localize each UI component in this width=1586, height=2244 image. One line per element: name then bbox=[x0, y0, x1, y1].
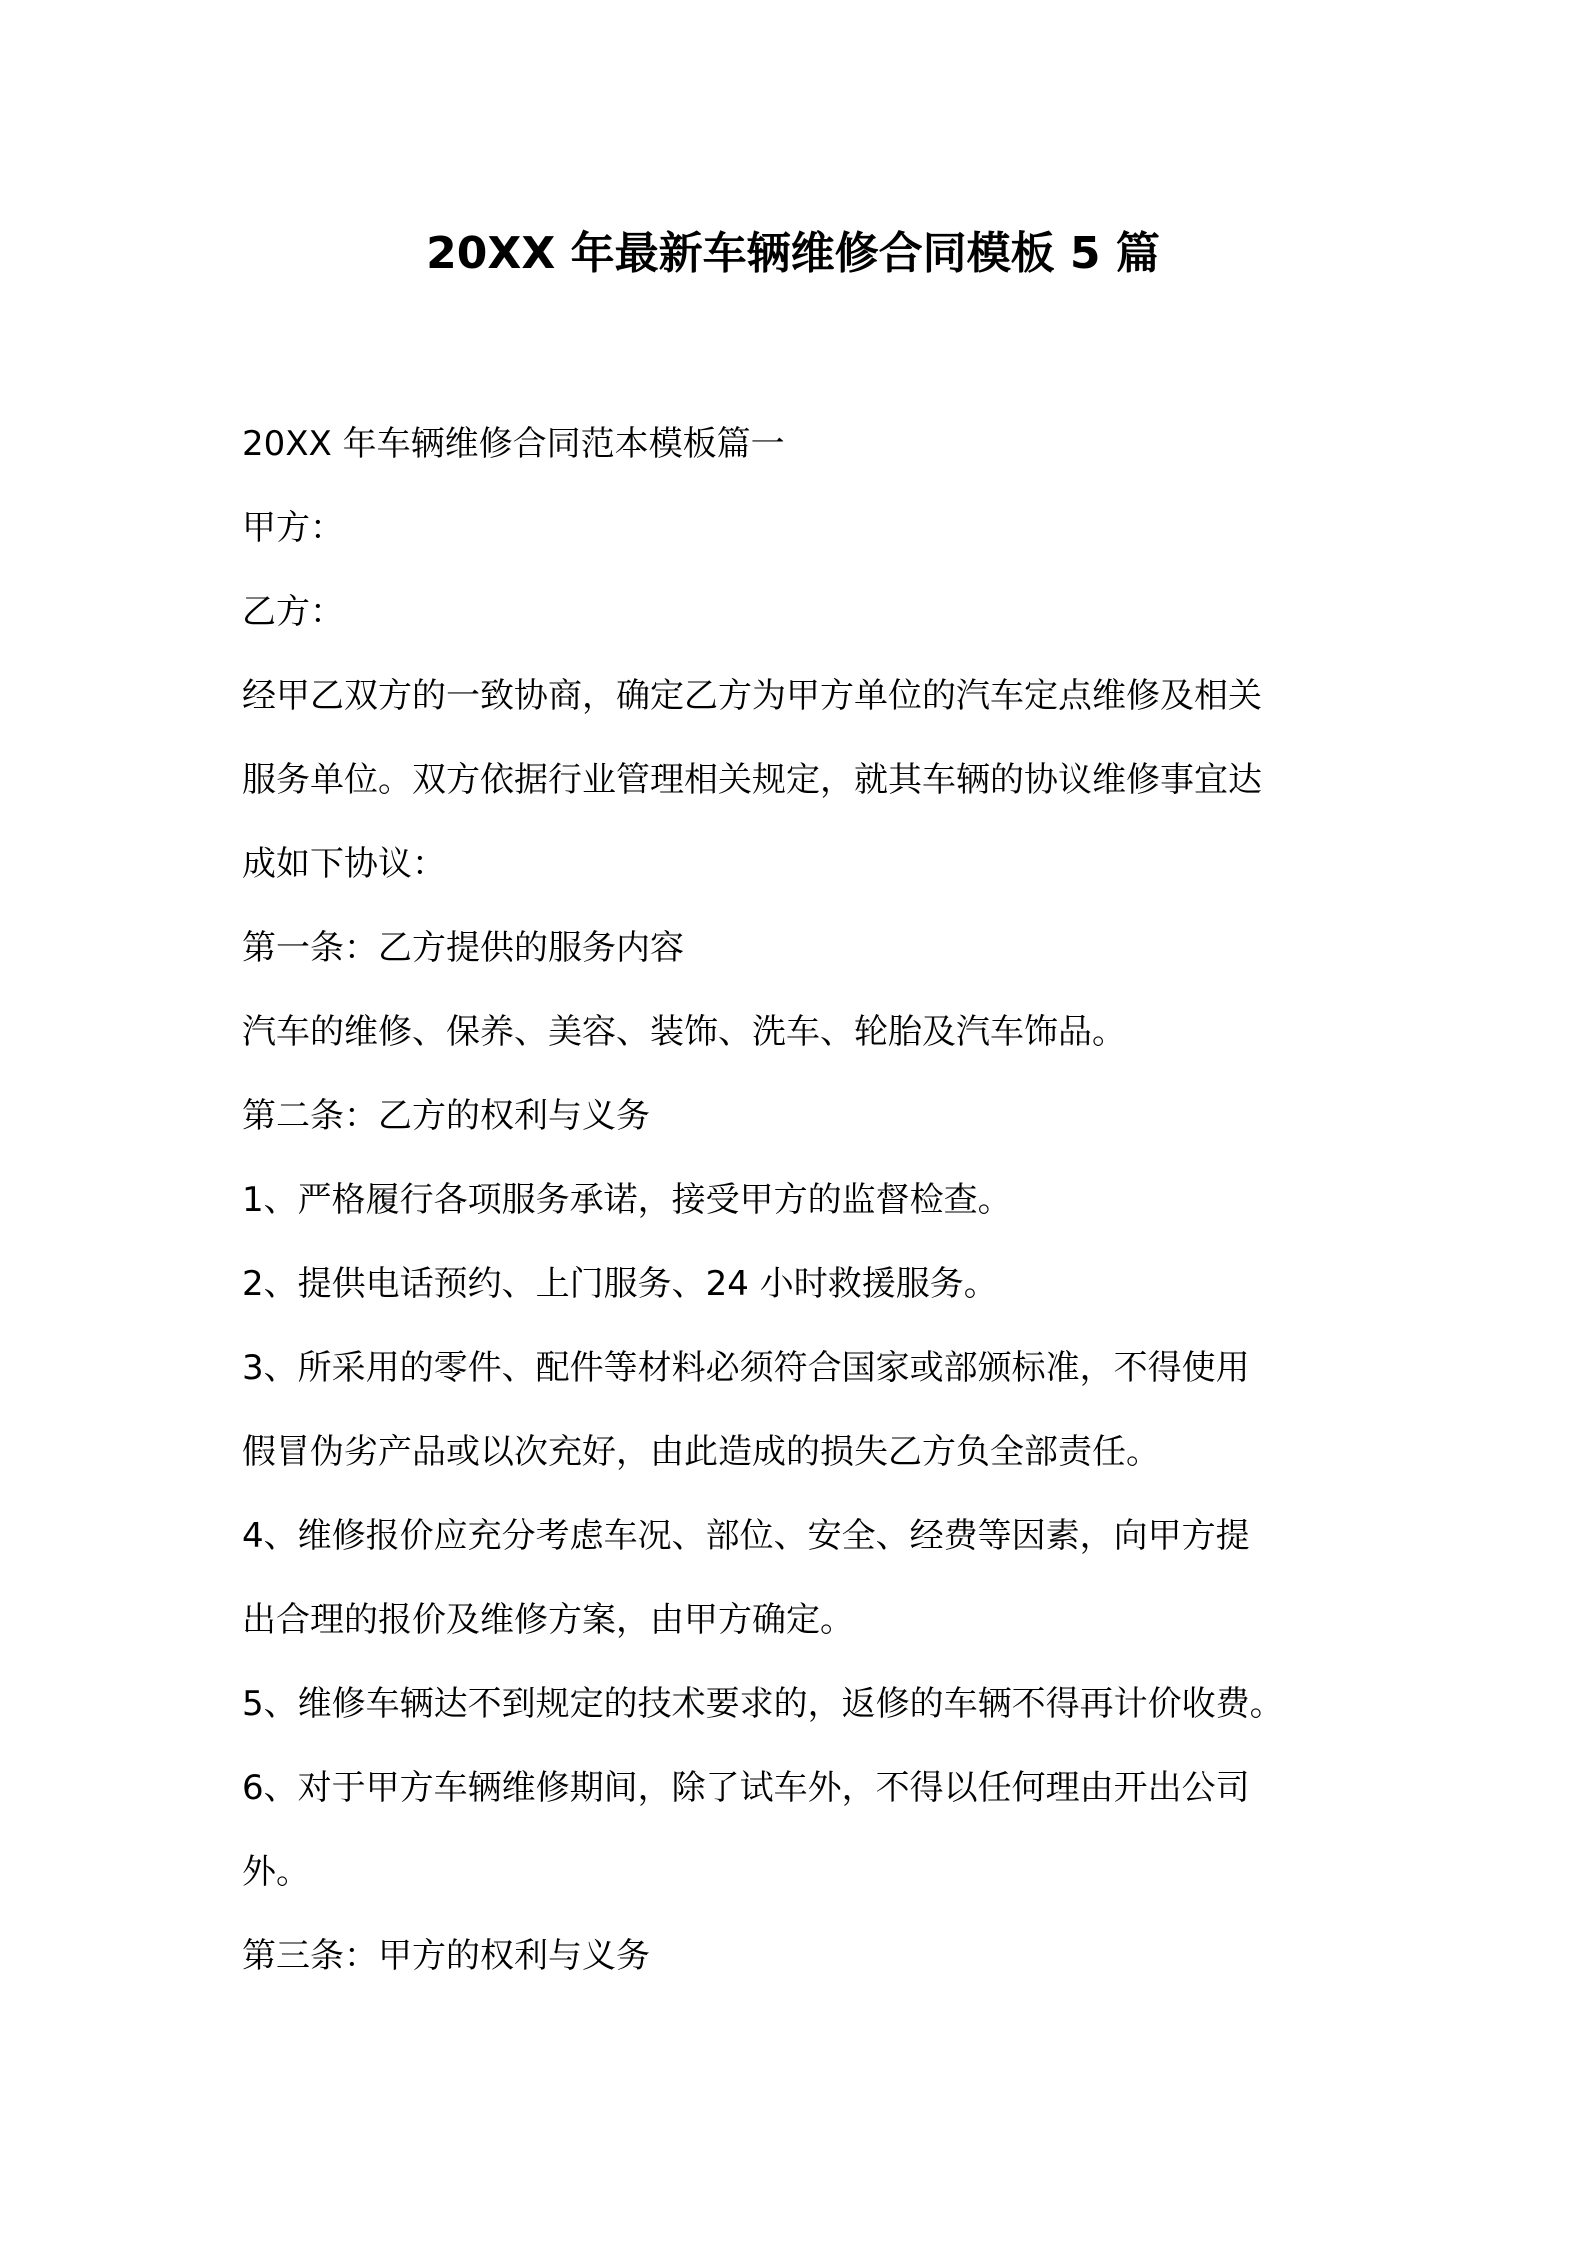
article-three-heading: 第三条：甲方的权利与义务 bbox=[242, 1936, 650, 1976]
list-item-continuation: 假冒伪劣产品或以次充好，由此造成的损失乙方负全部责任。 bbox=[242, 1432, 1160, 1472]
document-title: 20XX 年最新车辆维修合同模板 5 篇 bbox=[426, 228, 1160, 279]
list-item: 2、提供电话预约、上门服务、24 小时救援服务。 bbox=[242, 1264, 998, 1304]
list-item-continuation: 外。 bbox=[242, 1852, 310, 1892]
list-item: 4、维修报价应充分考虑车况、部位、安全、经费等因素，向甲方提 bbox=[242, 1516, 1250, 1556]
list-item: 1、严格履行各项服务承诺，接受甲方的监督检查。 bbox=[242, 1180, 1012, 1220]
section-heading-part-one: 20XX 年车辆维修合同范本模板篇一 bbox=[242, 424, 785, 464]
paragraph-line: 服务单位。双方依据行业管理相关规定，就其车辆的协议维修事宜达 bbox=[242, 760, 1262, 800]
paragraph-line: 经甲乙双方的一致协商，确定乙方为甲方单位的汽车定点维修及相关 bbox=[242, 676, 1262, 716]
party-a-line: 甲方： bbox=[242, 508, 344, 548]
article-one-heading: 第一条：乙方提供的服务内容 bbox=[242, 928, 684, 968]
list-item: 3、所采用的零件、配件等材料必须符合国家或部颁标准，不得使用 bbox=[242, 1348, 1250, 1388]
party-b-line: 乙方： bbox=[242, 592, 344, 632]
list-item: 5、维修车辆达不到规定的技术要求的，返修的车辆不得再计价收费。 bbox=[242, 1684, 1284, 1724]
article-two-heading: 第二条：乙方的权利与义务 bbox=[242, 1096, 650, 1136]
paragraph-line: 汽车的维修、保养、美容、装饰、洗车、轮胎及汽车饰品。 bbox=[242, 1012, 1126, 1052]
document-body bbox=[242, 402, 1362, 1998]
paragraph-line: 成如下协议： bbox=[242, 844, 446, 884]
list-item: 6、对于甲方车辆维修期间，除了试车外，不得以任何理由开出公司 bbox=[242, 1768, 1250, 1808]
list-item-continuation: 出合理的报价及维修方案，由甲方确定。 bbox=[242, 1600, 854, 1640]
